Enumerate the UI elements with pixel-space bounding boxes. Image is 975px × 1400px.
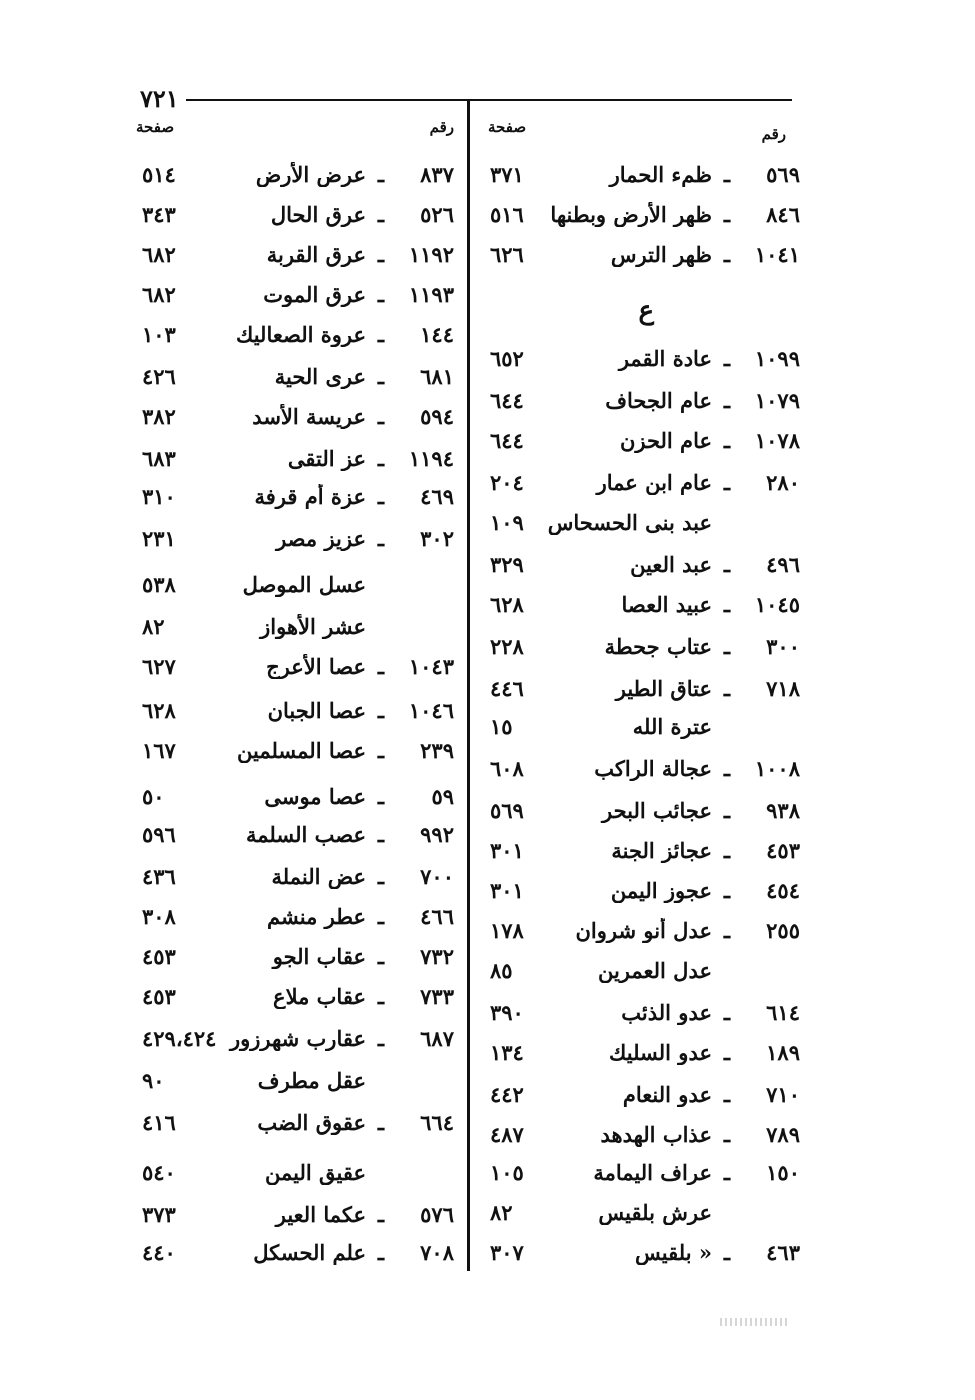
- entry-title: عريسة الأسد: [252, 403, 366, 429]
- entry-page: ٤٨٧: [490, 1121, 524, 1147]
- entry-title: عصا موسى: [264, 783, 366, 809]
- entry-page: ٣٩٠: [490, 999, 524, 1025]
- entry-page: ٥٦٩: [490, 797, 524, 823]
- index-entry: [136, 1021, 454, 1055]
- entry-dash: ـ: [723, 387, 731, 413]
- index-entry: [484, 1117, 800, 1151]
- index-entry: [136, 317, 454, 351]
- entry-number: ١٠٧٨: [754, 427, 800, 453]
- index-entry: [484, 1155, 800, 1189]
- index-entry: [136, 733, 454, 767]
- entry-number: ٤٦٩: [420, 483, 454, 509]
- entry-page: ٨٢: [490, 1199, 513, 1225]
- entry-number: ٧٠٨: [420, 1239, 454, 1265]
- entry-title: ظهر الترس: [610, 241, 712, 267]
- entry-page: ٦٨٢: [142, 241, 176, 267]
- entry-title: عدو السليك: [609, 1039, 712, 1065]
- entry-page: ٩٠: [142, 1067, 165, 1093]
- entry-page: ٥١٦: [490, 201, 524, 227]
- entry-title: عزة أم قرفة: [254, 483, 366, 509]
- entry-number: ١٨٩: [766, 1039, 800, 1065]
- entry-number: ١٠٠٨: [754, 755, 800, 781]
- entry-page: ١٧٨: [490, 917, 524, 943]
- entry-page: ٣٧١: [490, 161, 524, 187]
- entry-dash: ـ: [377, 1201, 385, 1227]
- index-entry: [136, 693, 454, 727]
- entry-title: عجوز اليمن: [610, 877, 712, 903]
- entry-number: ١١٩٣: [408, 281, 454, 307]
- entry-number: ١١٩٤: [408, 445, 454, 471]
- index-entry: [484, 873, 800, 907]
- entry-title: عض النملة: [271, 863, 366, 889]
- entry-page: ٥٤٠: [142, 1159, 176, 1185]
- entry-title: عجالة الراكب: [594, 755, 712, 781]
- entry-title: عبيد العصا: [621, 591, 712, 617]
- entry-title: عز التقى: [287, 445, 366, 471]
- entry-page: ٣٢٩: [490, 551, 524, 577]
- entry-title: عقارب شهرزور: [229, 1025, 366, 1051]
- entry-dash: ـ: [377, 403, 385, 429]
- entry-page: ٦٤٤: [490, 427, 524, 453]
- entry-number: ٥٧٦: [420, 1201, 454, 1227]
- entry-dash: ـ: [377, 821, 385, 847]
- entry-title: عسل الموصل: [242, 571, 366, 597]
- entry-title: عرق القربة: [266, 241, 366, 267]
- entry-number: ٧٣٣: [420, 983, 454, 1009]
- entry-number: ٥٩: [431, 783, 454, 809]
- entry-dash: ـ: [377, 321, 385, 347]
- index-entry: [484, 833, 800, 867]
- entry-page: ٦٢٨: [490, 591, 524, 617]
- entry-dash: ـ: [377, 363, 385, 389]
- entry-page: ٨٥: [490, 957, 513, 983]
- index-entry: [484, 587, 800, 621]
- entry-number: ٦١٤: [766, 999, 800, 1025]
- entry-number: ١٠٤٣: [408, 653, 454, 679]
- index-entry: [136, 779, 454, 813]
- index-entry: [484, 953, 800, 987]
- entry-title: عبد العين: [630, 551, 712, 577]
- entry-dash: ـ: [723, 345, 731, 371]
- entry-dash: ـ: [377, 161, 385, 187]
- entry-number: ٥٢٦: [420, 201, 454, 227]
- entry-title: عقل مطرف: [257, 1067, 366, 1093]
- entry-dash: ـ: [723, 1239, 731, 1265]
- index-entry: [136, 979, 454, 1013]
- entry-number: ٥٩٤: [420, 403, 454, 429]
- index-entry: [484, 237, 800, 271]
- entry-number: ٦٦٤: [420, 1109, 454, 1135]
- entry-title: عتاق الطير: [615, 675, 712, 701]
- index-entry: [484, 341, 800, 375]
- entry-dash: ـ: [723, 241, 731, 267]
- entry-page: ١٠٩: [490, 509, 524, 535]
- index-entry: [136, 567, 454, 601]
- index-entry: [136, 649, 454, 683]
- entry-number: ١١٩٢: [408, 241, 454, 267]
- index-entry: [484, 505, 800, 539]
- entry-title: عكما العير: [275, 1201, 366, 1227]
- right-column: [484, 0, 800, 1400]
- entry-page: ٤٢٩،٤٢٤: [142, 1025, 217, 1051]
- index-entry: [136, 859, 454, 893]
- entry-number: ٨٤٦: [766, 201, 800, 227]
- entry-title: عطر منشم: [267, 903, 366, 929]
- entry-number: ٧١٨: [766, 675, 800, 701]
- entry-page: ٤٢٦: [142, 363, 176, 389]
- entry-dash: ـ: [377, 943, 385, 969]
- entry-title: عام ابن عمار: [596, 469, 712, 495]
- entry-dash: ـ: [723, 469, 731, 495]
- entry-dash: ـ: [377, 983, 385, 1009]
- entry-title: علم الحسكل: [253, 1239, 366, 1265]
- entry-number: ٤٦٣: [766, 1239, 800, 1265]
- index-entry: [484, 1035, 800, 1069]
- entry-page: ٢٠٤: [490, 469, 524, 495]
- entry-title: عشر الأهواز: [260, 613, 366, 639]
- section-letter: ع: [638, 296, 654, 326]
- index-entry: [136, 441, 454, 475]
- entry-number: ٣٠٠: [766, 633, 800, 659]
- entry-title: عقاب الجو: [272, 943, 366, 969]
- entry-title: عرش بلقيس: [598, 1199, 712, 1225]
- entry-title: عجائز الجنة: [611, 837, 712, 863]
- entry-page: ٥٠: [142, 783, 165, 809]
- entry-page: ٤٥٣: [142, 943, 176, 969]
- index-entry: [136, 237, 454, 271]
- entry-page: ٤١٦: [142, 1109, 176, 1135]
- index-entry: [136, 817, 454, 851]
- entry-page: ٦٢٧: [142, 653, 176, 679]
- entry-title: عقوق الضب: [257, 1109, 366, 1135]
- entry-dash: ـ: [377, 653, 385, 679]
- index-entry: [484, 547, 800, 581]
- index-entry: [136, 277, 454, 311]
- entry-number: ٢٣٩: [420, 737, 454, 763]
- index-entry: [484, 629, 800, 663]
- entry-page: ٣٤٣: [142, 201, 176, 227]
- entry-title: عزيز مصر: [276, 525, 366, 551]
- entry-page: ٣٠٧: [490, 1239, 524, 1265]
- index-entry: [136, 479, 454, 513]
- index-entry: [484, 671, 800, 705]
- entry-page: ٥٣٨: [142, 571, 176, 597]
- index-entry: [484, 709, 800, 743]
- entry-dash: ـ: [723, 427, 731, 453]
- entry-number: ١٥٠: [766, 1159, 800, 1185]
- index-entry: [484, 1195, 800, 1229]
- entry-dash: ـ: [377, 697, 385, 723]
- entry-page: ٨٢: [142, 613, 165, 639]
- entry-page: ٢٣١: [142, 525, 176, 551]
- entry-number: ١٠٧٩: [754, 387, 800, 413]
- entry-title: عرض الأرض: [255, 161, 366, 187]
- entry-page: ٣٠١: [490, 837, 524, 863]
- entry-dash: ـ: [723, 591, 731, 617]
- entry-dash: ـ: [723, 1081, 731, 1107]
- entry-dash: ـ: [723, 797, 731, 823]
- index-entry: [136, 399, 454, 433]
- left-number-header: رقم: [429, 118, 454, 136]
- entry-page: ٣٧٣: [142, 1201, 176, 1227]
- entry-dash: ـ: [377, 201, 385, 227]
- entry-page: ٦٨٣: [142, 445, 176, 471]
- index-entry: [136, 939, 454, 973]
- entry-page: ١٠٥: [490, 1159, 524, 1185]
- index-entry: [136, 1155, 454, 1189]
- entry-dash: ـ: [377, 1109, 385, 1135]
- entry-title: عرق الموت: [263, 281, 366, 307]
- entry-title: عتاب جحطة: [604, 633, 712, 659]
- entry-number: ٤٩٦: [766, 551, 800, 577]
- entry-title: عذاب الهدهد: [600, 1121, 712, 1147]
- entry-number: ١٠٤٥: [754, 591, 800, 617]
- entry-page: ٦٢٨: [142, 697, 176, 723]
- index-entry: [484, 157, 800, 191]
- index-entry: [136, 197, 454, 231]
- entry-number: ٤٥٤: [766, 877, 800, 903]
- entry-dash: ـ: [723, 877, 731, 903]
- entry-title: عجائب البحر: [602, 797, 712, 823]
- entry-number: ٨٣٧: [420, 161, 454, 187]
- entry-number: ١٠٤١: [754, 241, 800, 267]
- index-entry: [136, 1063, 454, 1097]
- entry-page: ٥٩٦: [142, 821, 176, 847]
- entry-number: ١٤٤: [420, 321, 454, 347]
- entry-title: عراف اليمامة: [593, 1159, 712, 1185]
- entry-title: عقاب ملاع: [273, 983, 366, 1009]
- entry-title: عادة القمر: [618, 345, 712, 371]
- entry-dash: ـ: [723, 1039, 731, 1065]
- entry-dash: ـ: [377, 1239, 385, 1265]
- index-entry: [136, 157, 454, 191]
- entry-dash: ـ: [377, 241, 385, 267]
- entry-number: ٤٦٦: [420, 903, 454, 929]
- entry-dash: ـ: [377, 863, 385, 889]
- entry-number: ٧٨٩: [766, 1121, 800, 1147]
- entry-page: ٦٤٤: [490, 387, 524, 413]
- index-entry: [484, 423, 800, 457]
- entry-title: « بلقيس: [635, 1239, 712, 1265]
- entry-page: ٣٠١: [490, 877, 524, 903]
- entry-page: ٣١٠: [142, 483, 176, 509]
- left-page-header: صفحة: [136, 118, 175, 136]
- entry-title: عترة الله: [632, 713, 712, 739]
- entry-page: ٦٢٦: [490, 241, 524, 267]
- index-entry: [484, 751, 800, 785]
- entry-number: ٢٨٠: [766, 469, 800, 495]
- entry-page: ٤٤٠: [142, 1239, 176, 1265]
- entry-page: ١٣٤: [490, 1039, 524, 1065]
- entry-title: عصب السلمة: [246, 821, 366, 847]
- index-entry: [136, 1105, 454, 1139]
- entry-number: ١٠٤٦: [408, 697, 454, 723]
- entry-number: ٣٠٢: [420, 525, 454, 551]
- entry-dash: ـ: [723, 551, 731, 577]
- index-entry: [484, 913, 800, 947]
- entry-dash: ـ: [723, 755, 731, 781]
- entry-dash: ـ: [377, 1025, 385, 1051]
- right-number-header: رقم: [761, 125, 786, 143]
- index-entry: [136, 1197, 454, 1231]
- index-entry: [484, 465, 800, 499]
- index-entry: [484, 1235, 800, 1269]
- entry-page: ٣٠٨: [142, 903, 176, 929]
- entry-page: ١٦٧: [142, 737, 176, 763]
- entry-title: عدل أنو شروان: [575, 917, 712, 943]
- entry-page: ٥١٤: [142, 161, 176, 187]
- entry-dash: ـ: [377, 483, 385, 509]
- entry-dash: ـ: [723, 1121, 731, 1147]
- entry-title: عرى الحية: [274, 363, 366, 389]
- left-column: [136, 0, 454, 1400]
- entry-page: ٤٤٦: [490, 675, 524, 701]
- column-divider: [467, 101, 470, 1271]
- entry-title: عدو الذئب: [621, 999, 712, 1025]
- entry-page: ٤٣٦: [142, 863, 176, 889]
- entry-number: ٤٥٣: [766, 837, 800, 863]
- entry-page: ٣٨٢: [142, 403, 176, 429]
- entry-dash: ـ: [377, 281, 385, 307]
- entry-title: عدل العمرين: [597, 957, 712, 983]
- entry-title: عام الجحاف: [605, 387, 712, 413]
- entry-number: ٦٨١: [420, 363, 454, 389]
- index-entry: [136, 1235, 454, 1269]
- entry-dash: ـ: [723, 201, 731, 227]
- entry-page: ١٠٣: [142, 321, 176, 347]
- entry-title: ظمء الحمار: [609, 161, 712, 187]
- index-entry: [136, 899, 454, 933]
- entry-title: عصا الجبان: [267, 697, 366, 723]
- entry-number: ٥٦٩: [766, 161, 800, 187]
- entry-title: ظهر الأرض وبطنها: [550, 201, 712, 227]
- right-page-header: صفحة: [488, 118, 527, 136]
- entry-title: عروة الصعاليك: [236, 321, 366, 347]
- entry-dash: ـ: [723, 161, 731, 187]
- entry-number: ٩٩٢: [420, 821, 454, 847]
- entry-dash: ـ: [723, 1159, 731, 1185]
- entry-title: عصا المسلمين: [237, 737, 366, 763]
- entry-number: ٢٥٥: [766, 917, 800, 943]
- entry-number: ٦٨٧: [420, 1025, 454, 1051]
- index-entry: [484, 1077, 800, 1111]
- entry-number: ١٠٩٩: [754, 345, 800, 371]
- entry-dash: ـ: [377, 525, 385, 551]
- entry-dash: ـ: [723, 917, 731, 943]
- entry-page: ٦٠٨: [490, 755, 524, 781]
- entry-title: عقيق اليمن: [264, 1159, 366, 1185]
- entry-dash: ـ: [377, 737, 385, 763]
- entry-title: عبد بنى الحسحاس: [547, 509, 712, 535]
- entry-page: ٢٢٨: [490, 633, 524, 659]
- entry-dash: ـ: [377, 903, 385, 929]
- entry-page: ١٥: [490, 713, 513, 739]
- index-entry: [484, 197, 800, 231]
- entry-dash: ـ: [377, 783, 385, 809]
- entry-number: ٩٣٨: [766, 797, 800, 823]
- entry-page: ٦٥٢: [490, 345, 524, 371]
- entry-dash: ـ: [723, 633, 731, 659]
- entry-title: عدو النعام: [622, 1081, 712, 1107]
- index-entry: [484, 995, 800, 1029]
- entry-page: ٤٤٢: [490, 1081, 524, 1107]
- print-smudge: [720, 1318, 790, 1326]
- entry-dash: ـ: [723, 675, 731, 701]
- index-entry: [136, 609, 454, 643]
- entry-number: ٧١٠: [766, 1081, 800, 1107]
- entry-dash: ـ: [723, 837, 731, 863]
- entry-page: ٤٥٣: [142, 983, 176, 1009]
- index-entry: [136, 521, 454, 555]
- entry-number: ٧٠٠: [420, 863, 454, 889]
- page-number: ٧٢١: [140, 84, 179, 113]
- index-entry: [484, 383, 800, 417]
- entry-title: عام الحزن: [619, 427, 712, 453]
- entry-dash: ـ: [377, 445, 385, 471]
- entry-title: عرق الحال: [270, 201, 366, 227]
- entry-title: عصا الأعرج: [266, 653, 366, 679]
- entry-number: ٧٣٢: [420, 943, 454, 969]
- entry-page: ٦٨٢: [142, 281, 176, 307]
- index-entry: [136, 359, 454, 393]
- entry-dash: ـ: [723, 999, 731, 1025]
- index-entry: [484, 793, 800, 827]
